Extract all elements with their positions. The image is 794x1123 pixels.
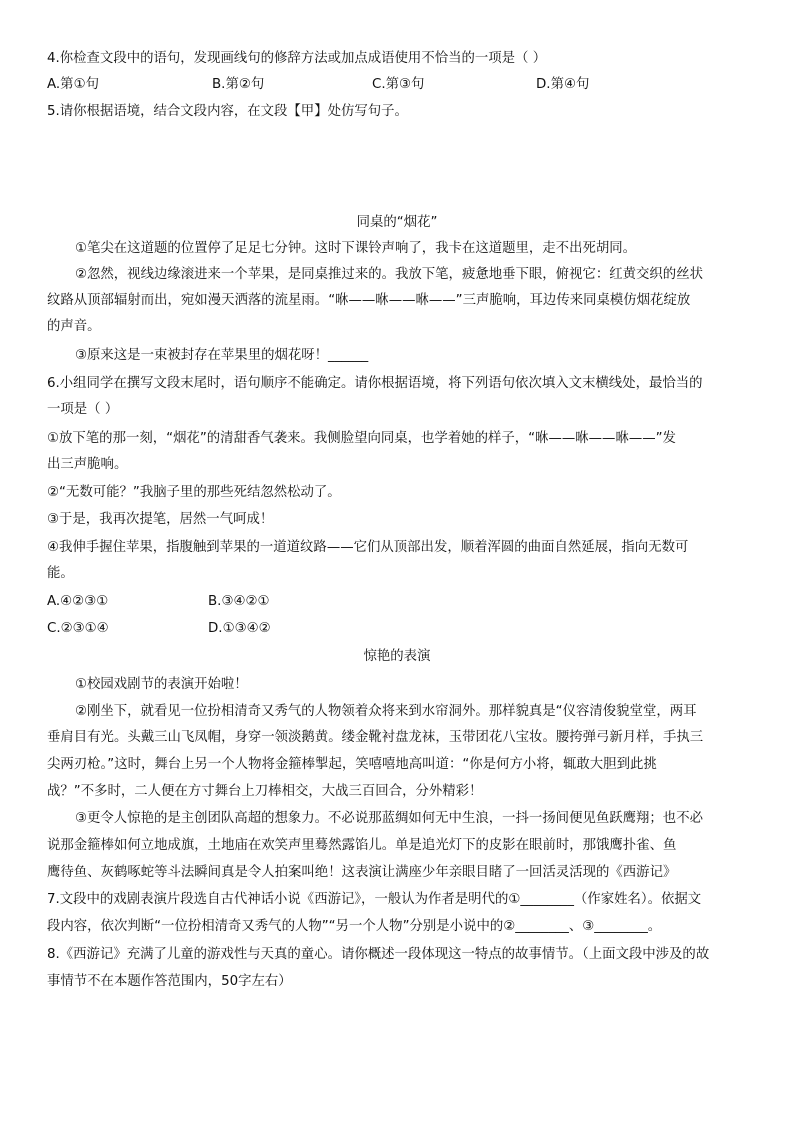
passage2-line: 鹰待鱼、灰鹤啄蛇等斗法瞬间真是令人拍案叫绝！这表演让满座少年亲眼目睹了一回活灵活现的《西游记》 [47,865,677,880]
passage1-line: ③原来这是一束被封存在苹果里的烟花呀！______ [75,348,369,363]
q4-stem: 4.你检查文段中的语句，发现画线句的修辞方法或加点成语使用不恰当的一项是（ ） [47,51,547,66]
passage2-line: ③更令人惊艳的是主创团队高超的想象力。不必说那蓝绸如何无中生浪，一抖一扬间便见鱼跃鹰翔；也不必 [75,811,703,826]
q6-item: ④我伸手握住苹果，指腹触到苹果的一道道纹路——它们从顶部出发，顺着浑圆的曲面自然延展，指向无数可 [47,540,689,555]
passage2-line: 垂肩目有光。头戴三山飞凤帽，身穿一领淡鹅黄。缕金靴衬盘龙袜，玉带团花八宝妆。腰挎弹弓新月样，手执三 [47,730,704,745]
q4-option-d: D.第④句 [536,77,590,92]
passage2-line: ②刚坐下，就看见一位扮相清奇又秀气的人物领着众将来到水帘洞外。那样貌真是“仪容清俊貌堂堂，两耳 [75,704,697,719]
q6-stem: 一项是（ ） [47,402,119,417]
passage1-line: 的声音。 [47,319,101,334]
q6-option-d: D.①③④② [208,621,271,636]
passage2-line: 说那金箍棒如何立地成旗，土地庙在欢笑声里蓦然露馅儿。单是追光灯下的皮影在眼前时，那饿鹰扑雀、鱼 [47,838,677,853]
passage1-title: 同桌的“烟花” [356,215,438,230]
q4-option-c: C.第③句 [372,77,425,92]
passage1-line: ②忽然，视线边缘滚进来一个苹果，是同桌推过来的。我放下笔，疲惫地垂下眼，俯视它：红黄交织的丝状 [75,267,703,282]
passage2-title: 惊艳的表演 [363,649,431,664]
passage2-line: 尖两刃枪。”这时，舞台上另一个人物将金箍棒掣起，笑嘻嘻地高叫道：“你是何方小将，辄敢大胆到此挑 [47,757,657,772]
q6-option-a: A.④②③① [47,594,109,609]
q6-item: 出三声脆响。 [47,457,128,472]
q5-stem: 5.请你根据语境，结合文段内容，在文段【甲】处仿写句子。 [47,104,408,119]
passage1-line: ①笔尖在这道题的位置停了足足七分钟。这时下课铃声响了，我卡在这道题里，走不出死胡同。 [75,241,637,256]
passage2-line: ①校园戏剧节的表演开始啦！ [75,677,248,692]
q8-line: 8.《西游记》充满了儿童的游戏性与天真的童心。请你概述一段体现这一特点的故事情节。（上面文段中涉及的故 [47,947,710,962]
q6-item: ②“无数可能？”我脑子里的那些死结忽然松动了。 [47,485,341,500]
q4-option-a: A.第①句 [47,77,99,92]
q4-option-b: B.第②句 [212,77,265,92]
q6-stem: 6.小组同学在撰写文段末尾时，语句顺序不能确定。请你根据语境，将下列语句依次填入文末横线处，最恰当的 [47,376,703,391]
q8-line: 事情节不在本题作答范围内，50字左右） [47,974,292,989]
q7-line: 7.文段中的戏剧表演片段选自古代神话小说《西游记》，一般认为作者是明代的①________（作家姓名）。依据文 [47,892,702,907]
q6-item: ①放下笔的那一刻，“烟花”的清甜香气袭来。我侧脸望向同桌，也学着她的样子，“咻——咻——咻——”发 [47,431,676,446]
q6-item: 能。 [47,566,74,581]
passage2-line: 战？”不多时，二人便在方寸舞台上刀棒相交，大战三百回合，分外精彩！ [47,784,483,799]
q6-option-b: B.③④②① [208,594,270,609]
q6-item: ③于是，我再次提笔，居然一气呵成！ [47,512,274,527]
q6-option-c: C.②③①④ [47,621,109,636]
q7-line: 段内容，依次判断“一位扮相清奇又秀气的人物”“另一个人物”分别是小说中的②________、③________。 [47,919,662,934]
passage1-line: 纹路从顶部辐射而出，宛如漫天洒落的流星雨。“咻——咻——咻——”三声脆响，耳边传来同桌模仿烟花绽放 [47,293,691,308]
